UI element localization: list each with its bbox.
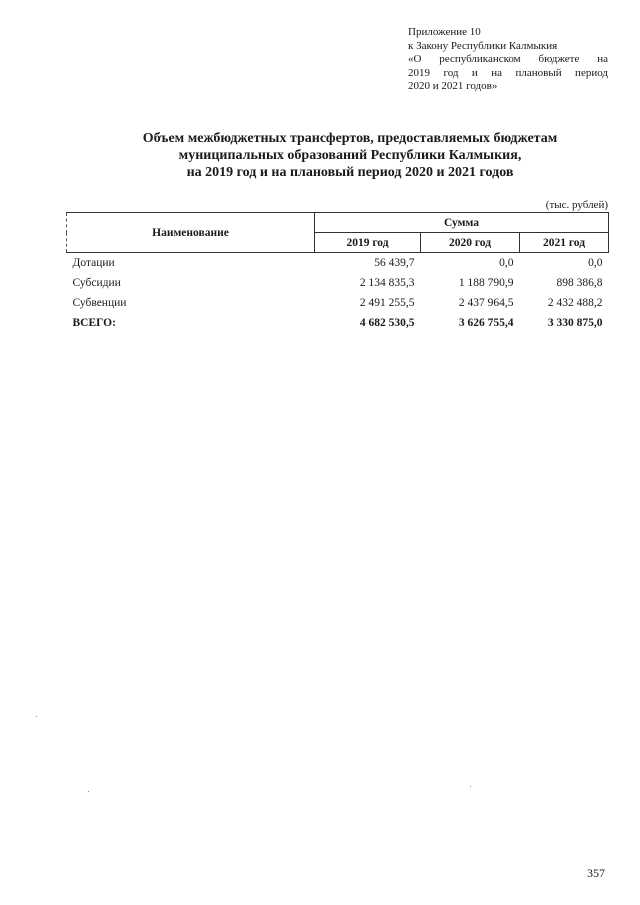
scan-speck	[470, 786, 471, 787]
total-2020: 3 626 755,4	[458, 317, 514, 329]
title-line: Объем межбюджетных трансфертов, предоставляемых бюджетам	[142, 131, 558, 146]
table-row	[67, 253, 609, 274]
row-name: Субвенции	[72, 297, 127, 309]
title-line: муниципальных образований Республики Калмыкия,	[178, 148, 522, 163]
units-label: (тыс. рублей)	[545, 199, 608, 211]
header-year-2019: 2019 год	[315, 233, 421, 253]
appendix-line: 2019 год и на плановый период	[408, 66, 608, 79]
appendix-line: Приложение 10	[408, 26, 481, 38]
appendix-line: к Закону Республики Калмыкия	[408, 39, 558, 52]
scan-speck	[88, 791, 89, 792]
appendix-line: 2020 и 2021 годов»	[408, 80, 498, 92]
header-year-2021: 2021 год	[520, 233, 609, 253]
page-number: 357	[587, 866, 605, 880]
value-2019: 56 439,7	[374, 257, 415, 269]
value-2019: 2 491 255,5	[359, 297, 415, 309]
value-2019: 2 134 835,3	[359, 277, 415, 289]
appendix-line: «О республиканском бюджете на	[408, 53, 608, 65]
value-2021: 0,0	[588, 257, 603, 269]
appendix-note	[408, 26, 608, 94]
value-2020: 1 188 790,9	[458, 277, 514, 289]
header-sum: Сумма	[315, 213, 609, 233]
total-row	[67, 313, 609, 333]
row-name: Дотации	[72, 257, 115, 269]
value-2021: 898 386,8	[556, 277, 603, 289]
total-2019: 4 682 530,5	[359, 317, 415, 329]
value-2020: 2 437 964,5	[458, 297, 514, 309]
total-label: ВСЕГО:	[72, 317, 116, 329]
document-title	[90, 130, 610, 181]
row-name: Субсидии	[72, 277, 121, 289]
transfers-table	[66, 212, 609, 333]
value-2021: 2 432 488,2	[547, 297, 603, 309]
title-line: на 2019 год и на плановый период 2020 и 2021 годов	[186, 165, 514, 180]
header-year-2020: 2020 год	[421, 233, 520, 253]
value-2020: 0,0	[499, 257, 514, 269]
total-2021: 3 330 875,0	[547, 317, 603, 329]
header-name: Наименование	[67, 213, 315, 253]
table-row	[67, 293, 609, 313]
table-row	[67, 273, 609, 293]
scan-speck	[36, 716, 37, 717]
